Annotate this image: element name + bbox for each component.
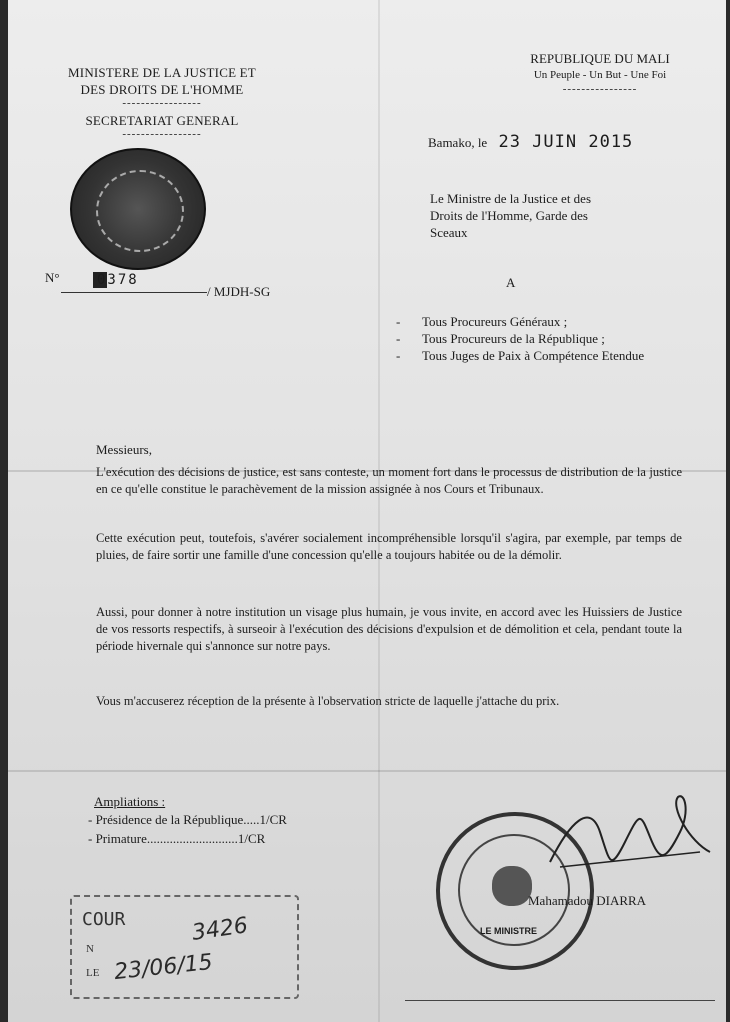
handwritten-signature bbox=[540, 782, 720, 882]
ministry-name-line2: DES DROITS DE L'HOMME bbox=[80, 82, 244, 97]
ampliation-item: - Primature............................1/CR bbox=[88, 831, 266, 846]
reference-label: N° bbox=[45, 270, 60, 285]
fold-line-horizontal bbox=[8, 770, 726, 772]
body-paragraph: L'exécution des décisions de justice, est sans conteste, un moment fort dans le processus de distribution de la justice en ce qu'elle constitue le parachèvement de la mission assignée à nos Cours et Tribunaux. bbox=[96, 465, 682, 496]
received-stamp-n-label: N bbox=[86, 943, 94, 955]
ministry-name-line1: MINISTERE DE LA JUSTICE ET bbox=[68, 65, 256, 80]
sender-line: Droits de l'Homme, Garde des bbox=[430, 208, 588, 223]
ampliations-list bbox=[88, 810, 348, 848]
recipient-item: - Tous Juges de Paix à Compétence Etendue bbox=[396, 347, 686, 364]
ampliations-title: Ampliations : bbox=[94, 794, 166, 809]
separator: ---------------- bbox=[562, 83, 638, 95]
national-motto: Un Peuple - Un But - Une Foi bbox=[533, 69, 667, 81]
reference-value: 0378 bbox=[97, 272, 139, 288]
handwritten-received-date: 23/06/15 bbox=[112, 949, 214, 986]
recipient-item: - Tous Procureurs Généraux ; bbox=[396, 313, 686, 330]
date-stamp: 23 JUIN 2015 bbox=[498, 132, 634, 152]
reference-underline bbox=[61, 292, 207, 293]
secretariat-label: SECRETARIAT GENERAL bbox=[85, 113, 239, 128]
reference-suffix: / MJDH-SG bbox=[207, 284, 271, 299]
reference-number bbox=[45, 270, 271, 299]
ampliation-item: - Présidence de la République.....1/CR bbox=[88, 812, 287, 827]
separator: ----------------- bbox=[122, 97, 202, 109]
seal-inner-ring bbox=[96, 170, 184, 252]
sender-line: Sceaux bbox=[430, 225, 468, 240]
body-paragraph: Cette exécution peut, toutefois, s'avérer socialement incompréhensible lorsqu'il s'agira, par exemple, par temps de pluies, de faire sortir une famille d'une concession qu'elle a toujours habitée ou de la démolir. bbox=[96, 531, 682, 562]
republic-header bbox=[510, 50, 690, 94]
separator: ----------------- bbox=[122, 128, 202, 140]
ministry-header bbox=[52, 64, 272, 139]
to-label: A bbox=[506, 275, 516, 290]
recipient-item: - Tous Procureurs de la République ; bbox=[396, 330, 686, 347]
fold-line-vertical bbox=[378, 0, 380, 1022]
place-and-date bbox=[428, 132, 633, 152]
ministry-seal-emblem bbox=[70, 148, 206, 270]
republic-name: REPUBLIQUE DU MALI bbox=[530, 51, 670, 66]
seal-minister-text: LE MINISTRE bbox=[480, 926, 538, 936]
signer-name: Mahamadou DIARRA bbox=[528, 893, 647, 908]
map-of-mali-emblem bbox=[492, 866, 532, 906]
salutation: Messieurs, bbox=[96, 442, 152, 457]
received-stamp bbox=[70, 895, 299, 999]
closing-paragraph: Vous m'accuserez réception de la présente à l'observation stricte de laquelle j'attache du prix. bbox=[96, 694, 560, 708]
received-stamp-court: COUR bbox=[82, 909, 126, 930]
signature-line bbox=[405, 1000, 715, 1001]
recipient-list bbox=[396, 313, 686, 364]
sender-line: Le Ministre de la Justice et des bbox=[430, 191, 592, 206]
place-label: Bamako, le bbox=[428, 135, 488, 150]
handwritten-registration-number: 3426 bbox=[190, 913, 250, 946]
sender-block bbox=[430, 190, 660, 241]
body-paragraph: Aussi, pour donner à notre institution un visage plus humain, je vous invite, en accord avec les Huissiers de Justice de vos ressorts respectifs, à surseoir à l'exécution des décisions d'expulsion et de démolition et cela, pendant toute la période hivernale qui s'annonce sur notre pays. bbox=[96, 605, 682, 653]
received-stamp-date-label: LE bbox=[86, 967, 100, 979]
